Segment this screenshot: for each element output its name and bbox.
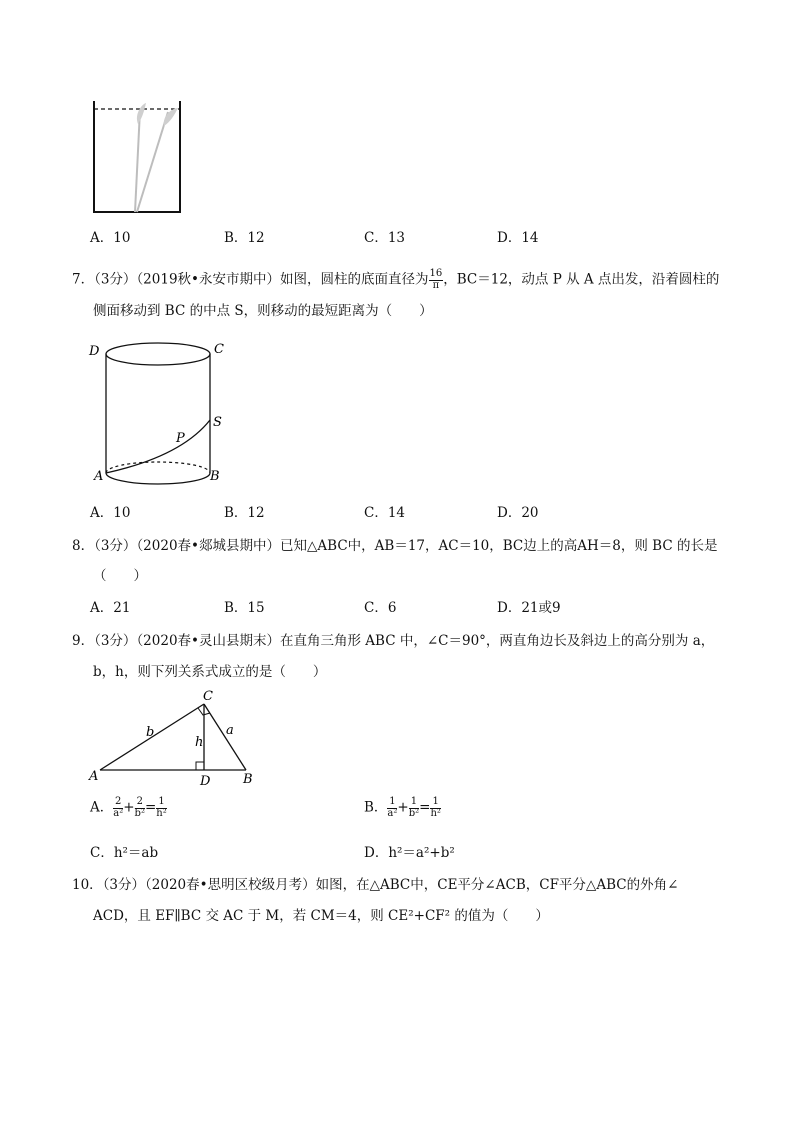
q8-option-b: B．15 xyxy=(224,600,265,616)
q7-line2: 侧面移动到 BC 的中点 S，则移动的最短距离为（ ） xyxy=(93,303,433,319)
q8-text: 已知△ABC中，AB＝17，AC＝10，BC边上的高AH＝8，则 BC 的长是 xyxy=(280,538,718,554)
reed-right-head xyxy=(164,108,178,126)
q7-option-a: A．10 xyxy=(90,505,131,521)
q9-option-d: D．h²＝a²+b² xyxy=(364,845,455,861)
frac-3: $\frac{1}{\text{h²}}$ xyxy=(156,796,167,819)
q7-option-c: C．14 xyxy=(364,505,406,521)
label-A: A xyxy=(94,469,104,484)
label-a: a xyxy=(226,723,234,738)
q10-score: （3分） xyxy=(102,877,146,893)
cylinder-bottom-back xyxy=(106,462,210,473)
q7-fraction xyxy=(429,269,444,291)
q7-number: 7． xyxy=(72,271,95,288)
q9-number: 9． xyxy=(72,633,95,649)
q10-text: 如图，在△ABC中，CE平分∠ACB，CF平分△ABC的外角∠ xyxy=(315,877,679,893)
frac-1: $\frac{1}{\text{a²}}$ xyxy=(387,796,398,819)
q8-number: 8． xyxy=(72,538,95,554)
right-angle-D xyxy=(196,762,204,770)
q10-line2: ACD，且 EF∥BC 交 AC 于 M，若 CM＝4，则 CE²+CF² 的值为（ ） xyxy=(93,908,549,924)
q10-source: （2020春•思明区校级月考） xyxy=(145,877,316,893)
q8-score: （3分） xyxy=(94,538,137,554)
q6-option-d: D．14 xyxy=(497,230,539,246)
label-B: B xyxy=(243,772,253,787)
q6-option-b: B．12 xyxy=(224,230,265,246)
label-B: B xyxy=(210,469,220,484)
q6-option-a: A．10 xyxy=(90,230,131,246)
q8-line2: （ ） xyxy=(93,568,147,584)
q7-score: （3分） xyxy=(94,271,137,288)
label-h: h xyxy=(195,735,204,750)
cylinder-top xyxy=(106,343,210,365)
q8-option-c: C．6 xyxy=(364,600,397,616)
q9-triangle-figure xyxy=(86,686,266,791)
reed-left-head xyxy=(137,103,146,124)
reed-left xyxy=(135,110,140,212)
label-P: P xyxy=(176,431,185,446)
q7-frac-den: π xyxy=(432,279,440,291)
frac-2: $\frac{1}{\text{b²}}$ xyxy=(408,796,420,819)
q8-source: （2020春•郯城县期中） xyxy=(136,538,281,554)
q9-score: （3分） xyxy=(94,633,137,649)
frac-3: $\frac{1}{\text{h²}}$ xyxy=(430,796,441,819)
label-C: C xyxy=(214,342,224,357)
q8-option-a: A．21 xyxy=(90,600,131,616)
q6-option-c: C．13 xyxy=(364,230,406,246)
q9-option-b-letter: B． xyxy=(364,799,388,816)
q9-option-c: C．h²＝ab xyxy=(90,845,159,861)
q10-number: 10． xyxy=(72,877,103,893)
q9-line1 xyxy=(72,635,714,649)
q9-source: （2020春•灵山县期末） xyxy=(136,633,281,649)
q7-line1 xyxy=(72,269,719,291)
q7-text-a: 如图，圆柱的底面直径为 xyxy=(280,271,429,288)
q7-option-d: D．20 xyxy=(497,505,539,521)
q9-option-a: A． $\frac{2}{\text{a²}}$ + $\frac{2}{\text{b²}}$ = $\frac{1}{\text{h²}}$ xyxy=(90,796,167,819)
label-b: b xyxy=(146,725,155,740)
q7-frac-num: 16 xyxy=(429,268,443,279)
label-D: D xyxy=(89,344,100,359)
label-D: D xyxy=(200,774,211,789)
q9-option-a-letter: A． xyxy=(90,799,114,816)
frac-1: $\frac{2}{\text{a²}}$ xyxy=(113,796,124,819)
label-S: S xyxy=(213,415,222,430)
label-A: A xyxy=(89,769,99,784)
q9-option-b: B． $\frac{1}{\text{a²}}$ + $\frac{1}{\text{b²}}$ = $\frac{1}{\text{h²}}$ xyxy=(364,796,441,819)
q8-option-d: D．21或9 xyxy=(497,600,561,616)
frac-2: $\frac{2}{\text{b²}}$ xyxy=(134,796,145,819)
q9-line2: b，h，则下列关系式成立的是（ ） xyxy=(93,664,327,680)
reed-right xyxy=(137,112,168,212)
q7-source: （2019秋•永安市期中） xyxy=(136,271,281,288)
q8-line1 xyxy=(72,540,717,554)
q9-text: 在直角三角形 ABC 中，∠C＝90°，两直角边长及斜边上的高分别为 a， xyxy=(280,633,715,649)
cylinder-bottom-front xyxy=(106,473,210,484)
side-CB xyxy=(204,704,246,770)
q7-text-b: ，BC＝12，动点 P 从 A 点出发，沿着圆柱的 xyxy=(443,271,720,288)
q10-line1 xyxy=(72,879,678,893)
q7-cylinder-figure xyxy=(86,334,236,489)
q7-option-b: B．12 xyxy=(224,505,265,521)
q6-figure xyxy=(88,96,188,218)
label-C: C xyxy=(203,689,213,704)
